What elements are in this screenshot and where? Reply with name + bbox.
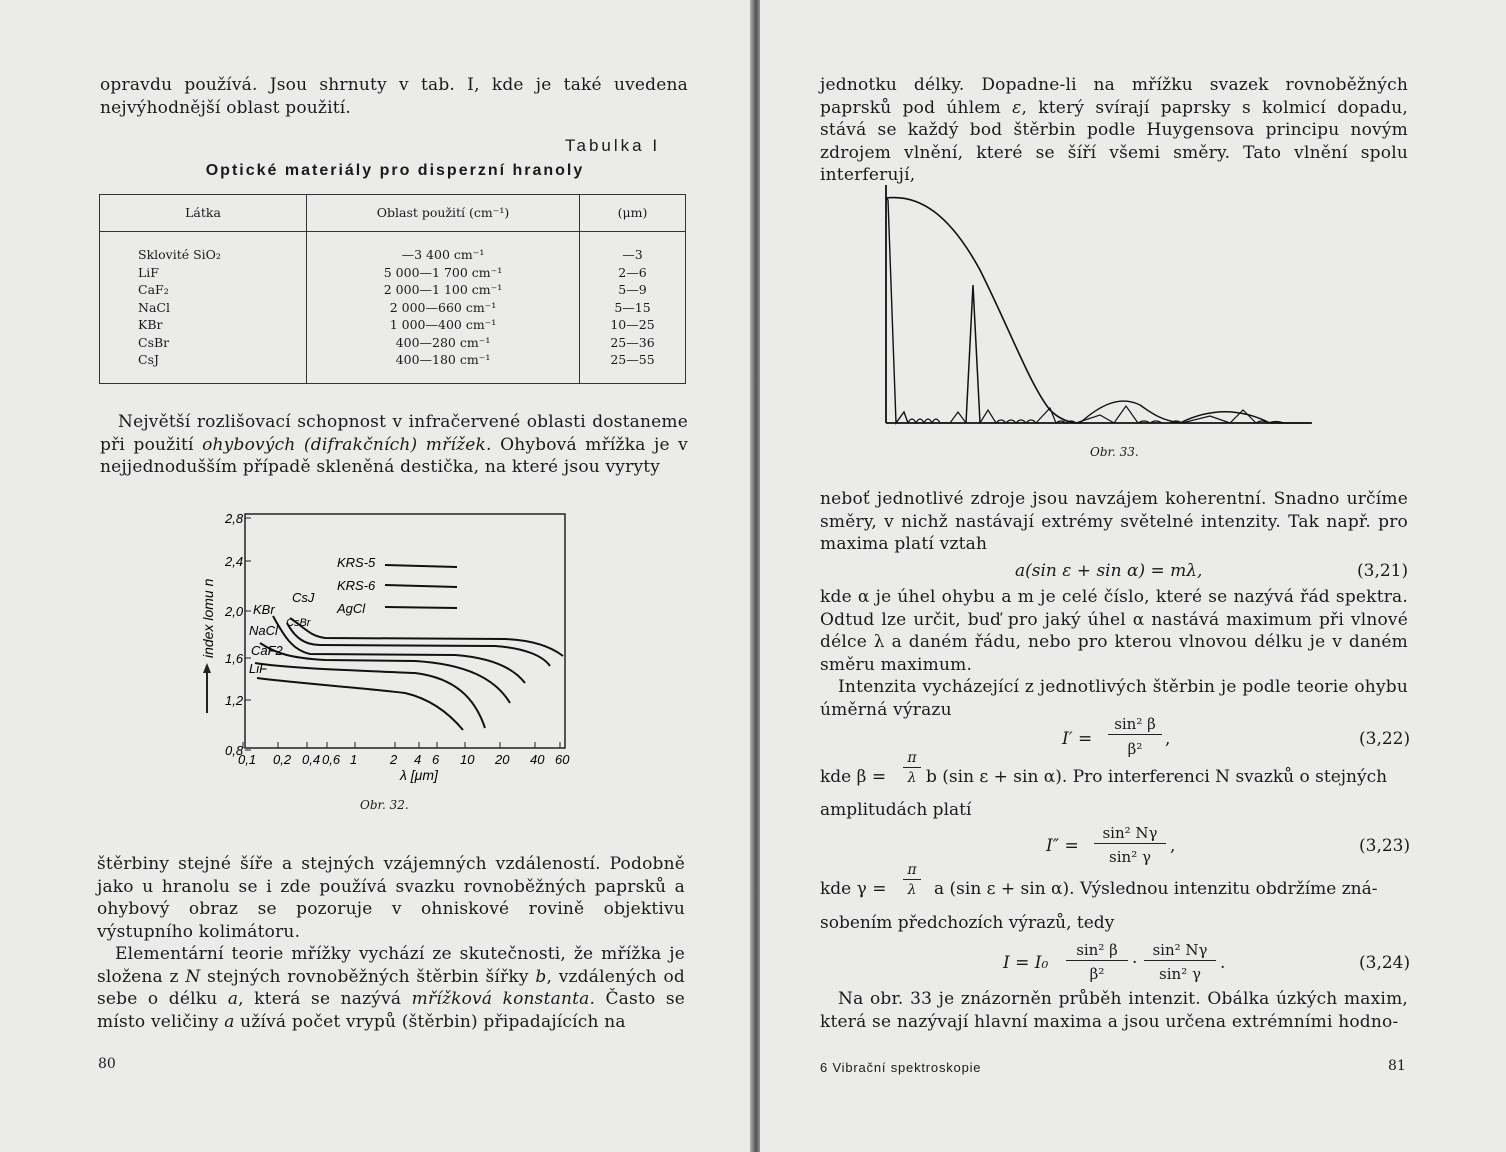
figure-32-refractive-index-chart: [195, 498, 580, 788]
eq323-lhs: I″ =: [1046, 836, 1079, 856]
eq324-frac2-denominator: sin² γ: [1159, 965, 1201, 983]
x-tick-label: 20: [495, 752, 510, 767]
x-tick-label: 0,4: [302, 752, 321, 767]
equation-3-21-number: (3,21): [1357, 561, 1409, 581]
paragraph-huygens: [820, 74, 1408, 187]
paragraph-intensity: Intenzita vycházející z jednotlivých štěrbin je podle teorie ohybu úměrná výrazu: [820, 677, 1408, 720]
eq322-comma: ,: [1165, 729, 1171, 749]
label-csbr: CsBr: [286, 617, 311, 629]
math-var: b: [535, 966, 547, 987]
equation-3-22-number: (3,22): [1359, 729, 1411, 749]
emphasis-term: ohybových (difrakčních) mřížek.: [202, 434, 492, 455]
curve-lif: [257, 678, 463, 730]
equation-3-24-number: (3,24): [1359, 953, 1411, 973]
eq324-frac1-numerator: sin² β: [1066, 940, 1128, 961]
x-tick-label: 4: [414, 752, 422, 767]
cell-um: 5—9: [618, 282, 647, 297]
eq322-denominator: β²: [1127, 740, 1143, 758]
curve-krs6: [385, 585, 457, 587]
x-tick-label: 6: [432, 752, 440, 767]
label-agcl: AgCl: [337, 601, 366, 616]
text-run: Elementární teorie mřížky vychází ze skutečnosti, že mřížka je složena z: [97, 944, 685, 987]
eq323-denominator: sin² γ: [1109, 848, 1151, 866]
curve-nacl: [260, 643, 510, 703]
beta-frac-denominator: λ: [907, 770, 917, 786]
paragraph-coherent: neboť jednotlivé zdroje jsou navzájem koherentní. Snadno určíme směry, v nichž nastávají extrémy světelné intenzity. Tak např. pro maxima platí vztah: [820, 489, 1408, 554]
x-tick-label: 0,6: [322, 752, 341, 767]
y-tick-label: 2,8: [225, 511, 244, 526]
text-run: Největší rozlišovací schopnost v infračervené oblasti dostaneme při použití: [100, 412, 688, 455]
eq323-numerator: sin² Nγ: [1094, 823, 1166, 844]
math-var: a: [227, 989, 239, 1009]
emphasis-term: mřížková konstanta.: [411, 989, 596, 1009]
cell-latka: LiF: [138, 264, 159, 280]
table-title: Optické materiály pro disperzní hranoly: [205, 162, 585, 179]
curve-krs5: [385, 565, 457, 567]
paragraph-grating-theory: [97, 943, 685, 1033]
label-lif: LiF: [249, 661, 268, 676]
principal-maximum-1: [966, 285, 980, 423]
cell-latka: NaCl: [138, 299, 170, 315]
x-tick-label: 2: [390, 752, 398, 767]
beta-frac-numerator: π: [903, 749, 921, 768]
running-footer: 6 Vibrační spektroskopie: [820, 1060, 982, 1075]
secondary-maxima-2: [980, 408, 1056, 423]
beta-definition-lhs: kde β =: [820, 767, 887, 787]
text-run: stejných rovnoběžných štěrbin šířky: [200, 966, 536, 987]
table-number: Tabulka I: [565, 136, 661, 155]
text-run: Často se místo veličiny: [97, 989, 685, 1032]
math-var: a: [224, 1011, 235, 1032]
y-tick-label: 1,2: [225, 693, 244, 708]
col-header-oblast: Oblast použití (cm⁻¹): [307, 195, 580, 232]
x-tick-label: 0,2: [273, 752, 292, 767]
x-tick-label: 40: [530, 752, 545, 767]
eq324-lhs: I = I₀: [1003, 953, 1049, 973]
col-header-latka: Látka: [100, 195, 307, 232]
eq324-period: .: [1220, 953, 1226, 973]
gamma-definition-lhs: kde γ =: [820, 879, 887, 899]
x-tick-label: 10: [460, 752, 475, 767]
cell-latka: KBr: [138, 317, 163, 332]
gamma-definition-rhs: a (sin ε + sin α). Výslednou intenzitu obdržíme zná-: [934, 879, 1378, 899]
cell-latka: CsJ: [138, 352, 159, 367]
paragraph-fig33-description: Na obr. 33 je znázorněn průběh intenzit. Obálka úzkých maxim, která se nazývají hlavní maxima a jsou určena extrémními hodno-: [820, 989, 1408, 1032]
eq322-numerator: sin² β: [1108, 714, 1162, 735]
cell-um: 5—15: [614, 299, 651, 315]
eq324-frac2-numerator: sin² Nγ: [1144, 940, 1216, 961]
cell-oblast: 2 000—660 cm⁻¹: [389, 299, 497, 315]
col-um: [580, 232, 686, 384]
x-axis-label: λ [μm]: [400, 767, 438, 783]
label-krs5: KRS-5: [337, 555, 376, 570]
cell-latka: CaF₂: [138, 282, 169, 297]
figure-32-caption: Obr. 32.: [360, 798, 409, 812]
principal-maximum-0: [886, 198, 908, 423]
envelope-main-lobe: [886, 198, 1080, 423]
cell-um: —3: [622, 247, 643, 262]
cell-oblast: 5 000—1 700 cm⁻¹: [383, 264, 503, 280]
multiplication-line: sobením předchozích výrazů, tedy: [820, 913, 1115, 933]
y-tick-label: 1,6: [225, 651, 244, 666]
secondary-maxima-1: [908, 412, 966, 423]
y-tick-label: 2,0: [225, 604, 244, 619]
equation-3-21: a(sin ε + sin α) = mλ,: [1015, 561, 1203, 581]
page-number-right: 81: [1388, 1058, 1406, 1074]
cell-oblast: 400—180 cm⁻¹: [395, 352, 491, 367]
cell-latka: Sklovité SiO₂: [138, 247, 221, 262]
eq322-lhs: I′ =: [1062, 729, 1093, 749]
cell-oblast: 1 000—400 cm⁻¹: [389, 317, 497, 332]
col-latka: [100, 232, 307, 384]
envelope-third-lobe: [1180, 412, 1310, 423]
figure-33-intensity-plot: [880, 180, 1320, 430]
label-kbr: KBr: [253, 602, 275, 617]
figure-33-caption: Obr. 33.: [1090, 445, 1139, 459]
text-run: jednotku délky. Dopadne-li na mřížku svazek rovnoběžných paprsků pod úhlem: [820, 75, 1408, 118]
cell-um: 25—36: [610, 334, 655, 350]
curve-agcl: [385, 607, 457, 608]
math-var: ε: [1012, 97, 1022, 118]
cell-oblast: —3 400 cm⁻¹: [401, 247, 485, 262]
table-body: [100, 232, 686, 384]
text-run: Ohybová mřížka je v nejjednodušším případě skleněná destička, na které jsou vyryty: [100, 434, 688, 477]
x-tick-label: 60: [555, 752, 570, 767]
paragraph-diffraction-order: kde α je úhel ohybu a m je celé číslo, které se nazývá řád spektra. Odtud lze určit, buď pro jaký úhel α nastává maximum při vlnové délce λ a daném řádu, nebo pro kterou vlnovou délku je v daném směru maximum.: [820, 587, 1408, 675]
eq324-frac1-denominator: β²: [1089, 965, 1105, 983]
math-var: N: [185, 966, 201, 987]
label-caf2: CaF2: [251, 643, 283, 658]
materials-table: [99, 194, 686, 384]
label-nacl: NaCl: [249, 623, 278, 638]
y-axis-arrowhead: [203, 663, 211, 673]
eq323-comma: ,: [1170, 836, 1176, 856]
beta-definition-rhs: b (sin ε + sin α). Pro interferenci N svazků o stejných: [926, 767, 1388, 787]
y-tick-label: 2,4: [225, 554, 244, 569]
equation-3-23-number: (3,23): [1359, 836, 1411, 856]
cell-latka: CsBr: [138, 334, 170, 350]
text-run: , který svírají paprsky s kolmicí dopadu, stává se každý bod štěrbin podle Huygensova principu novým zdrojem vlnění, které se šíří všemi směry. Tato vlnění spolu interferují,: [820, 97, 1408, 185]
y-axis-label: index lomu n: [200, 578, 216, 658]
x-tick-group: [238, 742, 570, 767]
label-krs6: KRS-6: [337, 578, 376, 593]
page-number-left: 80: [98, 1056, 116, 1072]
label-csj: CsJ: [292, 590, 315, 605]
col-oblast: [307, 232, 580, 384]
table-header-row: [100, 195, 686, 232]
x-tick-label: 1: [350, 752, 358, 767]
text-run: užívá počet vrypů (štěrbin) připadajících na: [234, 1011, 626, 1032]
x-tick-label: 0,1: [238, 752, 257, 767]
cell-um: 2—6: [618, 264, 647, 280]
cell-um: 10—25: [610, 317, 655, 332]
text-run: , která se nazývá: [238, 989, 412, 1009]
y-tick-label: 0,8: [225, 743, 244, 758]
paragraph-gratings: [100, 411, 688, 479]
y-tick-group: [224, 511, 251, 758]
cell-oblast: 2 000—1 100 cm⁻¹: [383, 282, 503, 297]
text-run: , vzdálených od sebe o délku: [97, 966, 685, 1009]
gamma-frac-numerator: π: [903, 861, 921, 880]
cell-um: 25—55: [610, 352, 655, 367]
intro-paragraph: opravdu používá. Jsou shrnuty v tab. I, kde je také uvedena nejvýhodnější oblast použití.: [100, 75, 688, 118]
amplitudes-line: amplitudách platí: [820, 800, 972, 820]
col-header-um: (μm): [580, 195, 686, 232]
eq324-dot: ·: [1132, 953, 1138, 973]
cell-oblast: 400—280 cm⁻¹: [395, 334, 491, 350]
gamma-frac-denominator: λ: [907, 882, 917, 898]
paragraph-slits: štěrbiny stejné šíře a stejných vzájemných vzdáleností. Podobně jako u hranolu se i zde používá svazku rovnoběžných paprsků a ohybový obraz se pozoruje v ohniskové rovině objektivu výstupního kolimátoru.: [97, 854, 685, 942]
